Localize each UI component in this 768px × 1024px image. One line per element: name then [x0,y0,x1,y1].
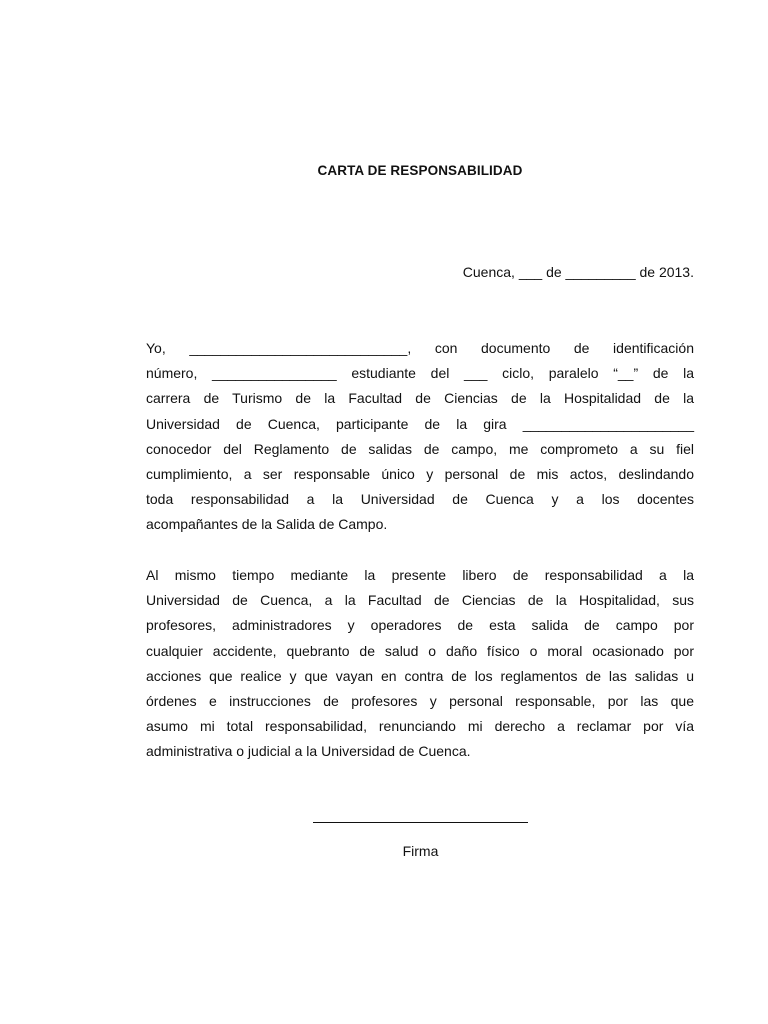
paragraph-line: acompañantes de la Salida de Campo. [146,516,388,533]
signature-line [313,822,528,823]
paragraph-line: cumplimiento, a ser responsable único y personal de mis actos, deslindando [146,466,694,483]
paragraph-line: conocedor del Reglamento de salidas de campo, me comprometo a su fiel [146,440,694,457]
paragraph-line: número, ________________ estudiante del ___ ciclo, paralelo “__” de la [146,365,694,382]
signature-label: Firma [402,843,439,859]
paragraph-line: Universidad de Cuenca, a la Facultad de Ciencias de la Hospitalidad, sus [146,592,694,609]
date-line: Cuenca, ___ de _________ de 2013. [462,264,694,280]
paragraph-line: Yo, ____________________________, con documento de identificación [146,340,694,356]
paragraph-line: Universidad de Cuenca, participante de la gira ______________________ [146,415,694,432]
paragraph-line: administrativa o judicial a la Universidad de Cuenca. [146,743,471,760]
paragraph-line: acciones que realice y que vayan en contra de los reglamentos de las salidas u [146,667,694,684]
paragraph-line: carrera de Turismo de la Facultad de Ciencias de la Hospitalidad de la [146,390,694,407]
paragraph-line: profesores, administradores y operadores de esta salida de campo por [146,617,694,634]
paragraph-release [146,563,694,765]
paragraph-line: Al mismo tiempo mediante la presente libero de responsabilidad a la [146,567,694,583]
paragraph-line: asumo mi total responsabilidad, renunciando mi derecho a reclamar por vía [146,718,694,735]
paragraph-line: cualquier accidente, quebranto de salud o daño físico o moral ocasionado por [146,642,694,659]
paragraph-commitment [146,336,694,538]
paragraph-line: órdenes e instrucciones de profesores y personal responsable, por las que [146,693,694,710]
document-title: CARTA DE RESPONSABILIDAD [317,163,523,178]
paragraph-line: toda responsabilidad a la Universidad de Cuenca y a los docentes [146,491,694,508]
